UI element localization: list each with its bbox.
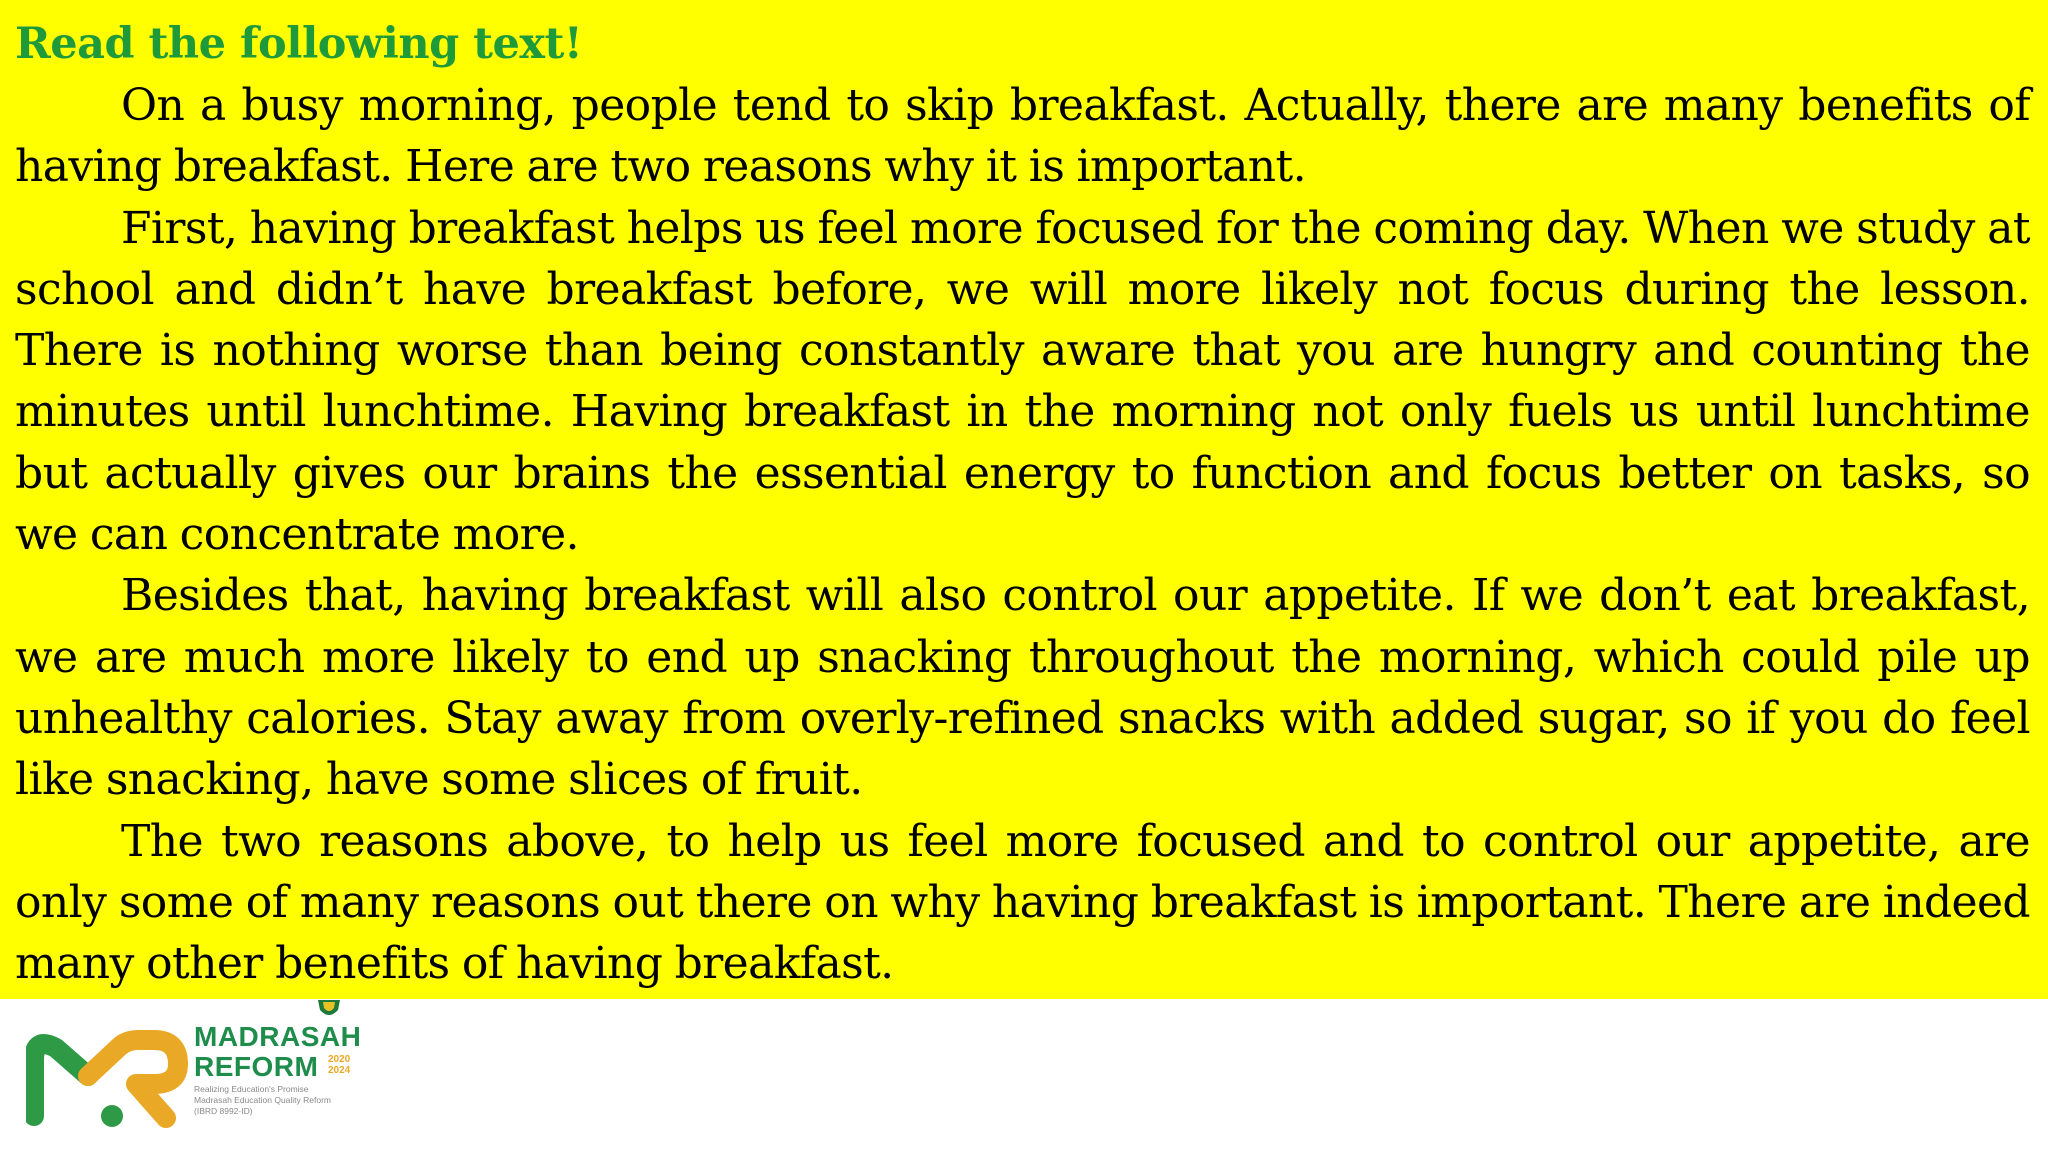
logo-tagline-2: Madrasah Education Quality Reform xyxy=(194,1095,332,1105)
logo-tagline-3: (IBRD 8992-ID) xyxy=(194,1106,253,1116)
paragraph-conclusion: The two reasons above, to help us feel more focused and to control our appetite, are only some of many reasons out there on why having breakfast is important. There are indeed many other benefits of having breakfast. xyxy=(15,815,2030,990)
madrasah-reform-logo xyxy=(26,998,386,1138)
logo-title-line2: REFORM xyxy=(194,1051,319,1082)
paragraph-intro: On a busy morning, people tend to skip breakfast. Actually, there are many benefits of having breakfast. Here are two reasons why it is important. xyxy=(15,80,2030,193)
instruction-heading: Read the following text! xyxy=(15,19,583,69)
logo-tagline xyxy=(194,1084,331,1117)
logo-tagline-1: Realizing Education's Promise xyxy=(194,1084,309,1094)
paragraph-reason-appetite: Besides that, having breakfast will also control our appetite. If we don’t eat breakfast, we are much more likely to end up snacking throughout the morning, which could pile up unhealthy calories. Stay away from overly-refined snacks with added sugar, so if you do feel like snacking, have some slices of fruit. xyxy=(15,570,2030,806)
logo-years xyxy=(328,1054,350,1076)
paragraph-reason-focus: First, having breakfast helps us feel more focused for the coming day. When we study at school and didn’t have breakfast before, we will more likely not focus during the lesson. There is nothing worse than being constantly aware that you are hungry and counting the minutes until lunchtime. Having breakfast in the morning not only fuels us until lunchtime but actually gives our brains the essential energy to function and focus better on tasks, so we can concentrate more. xyxy=(15,202,2030,561)
logo-year-start: 2020 xyxy=(328,1054,351,1065)
logo-title-line1: MADRASAH xyxy=(194,1021,362,1052)
logo-year-end: 2024 xyxy=(328,1065,351,1076)
ministry-emblem-icon xyxy=(314,998,344,1020)
mr-logo-mark-icon xyxy=(26,1018,196,1133)
